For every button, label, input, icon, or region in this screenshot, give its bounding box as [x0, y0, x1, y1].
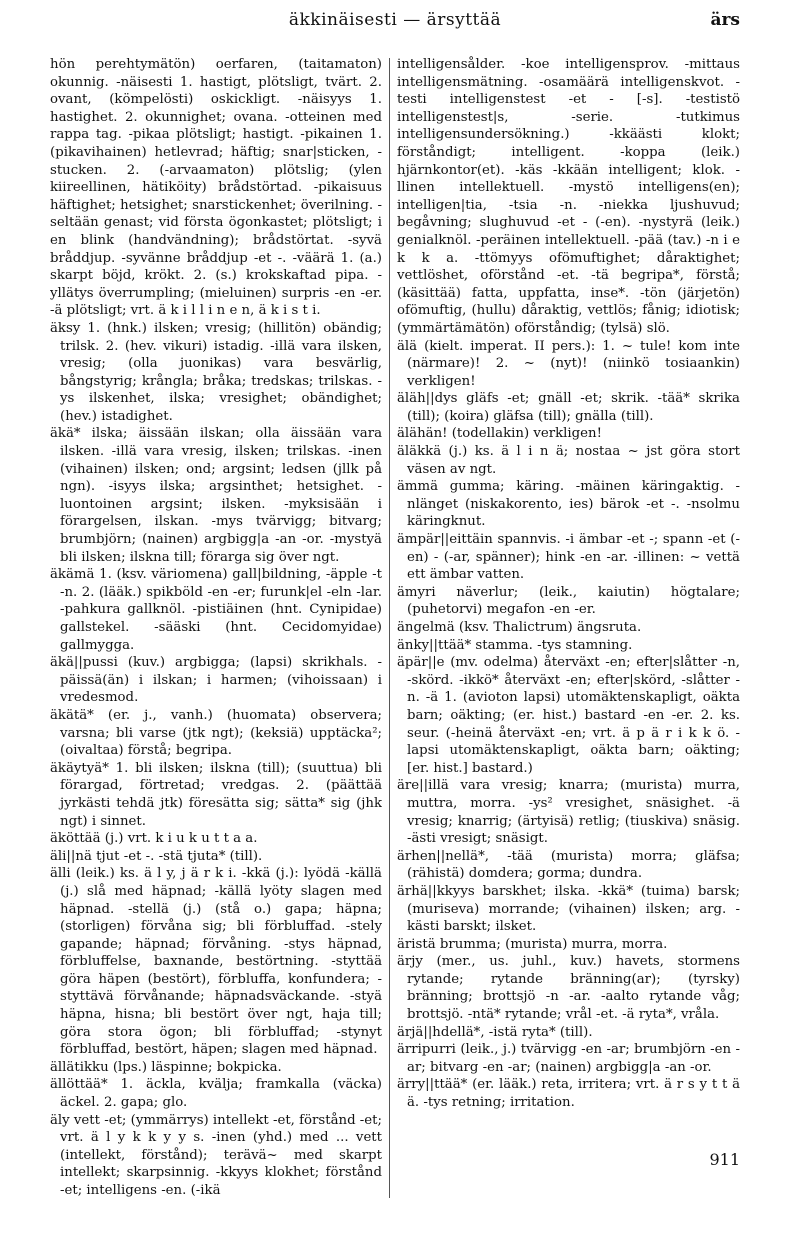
entry: ärripurri (leik., j.) tvärvigg -en -ar; brumbjörn -en -ar; bitvarg -en -ar; (nainen) argbigg|a -an -or. [397, 1042, 740, 1075]
entry: ämpär||eittäin spannvis. -i ämbar -et -; spann -et (-en) - (-ar, spänner); hink -en -ar. -illinen: ~ vettä ett ämbar vatten. [397, 532, 740, 583]
entry: äre||illä vara vresig; knarra; (murista) murra, muttra, morra. -ys² vresighet, snäsighet. -ä vresig; knarrig; (ärtyisä) retlig; (tiuskiva) snäsig. -ästi vresigt; snäsigt. [397, 778, 740, 847]
entry: äläh||dys gläfs -et; gnäll -et; skrik. -tää* skrika (till); (koira) gläfsa (till); gnälla (till). [397, 391, 740, 424]
entry: älähän! (todellakin) verkligen! [397, 426, 602, 442]
entry: äkä||pussi (kuv.) argbigga; (lapsi) skrikhals. -päissä(än) i ilskan; i harmen; (vihoissaan) i vredesmod. [50, 655, 382, 706]
entry: äli||nä tjut -et -. -stä tjuta* (till). [50, 848, 263, 864]
entry: änky||ttää* stamma. -tys stamning. [397, 637, 633, 653]
running-head: äkkinäisesti — ärsyttää [288, 10, 502, 30]
entry: ällätikku (lps.) läspinne; bokpicka. [50, 1059, 282, 1075]
entry: ärhä||kkyys barskhet; ilska. -kkä* (tuima) barsk; (muriseva) morrande; (vihainen) ilsken; arg. -kästi barskt; ilsket. [397, 883, 740, 935]
left-column [50, 56, 382, 1206]
entry: äristä brumma; (murista) murra, morra. [397, 936, 668, 952]
entry: ärry||ttää* (er. lääk.) reta, irritera; vrt. ä r s y t t ä ä. -tys retning; irritation. [397, 1077, 740, 1111]
guide-word: ärs [710, 10, 740, 30]
entry: ämyri näverlur; (leik., kaiutin) högtalare; (puhetorvi) megafon -en -er. [397, 584, 740, 618]
entry: äpär||e (mv. odelma) återväxt -en; efter|slåtter -n, -skörd. -ikkö* återväxt -en; efter|skörd, -slåtter -n. -ä 1. (avioton lapsi) utomäktenskapligt, oäkta barn; oäkting; (er. hist.) bastard -en -er. 2. ks. seur. (-heinä återväxt -en; vrt. ä p ä r i k k ö. -lapsi utomäktenskapligt, oäkta barn; oäkting; [er. hist.] bastard.) [397, 655, 740, 776]
entry: ämmä gumma; käring. -mäinen käringaktig. -nlänget (niskakorento, ies) bärok -et -. -nsolmu käringknut. [397, 479, 740, 530]
entry: äkätä* (er. j., vanh.) (huomata) observera; varsna; bli varse (jtk ngt); (keksiä) upptäcka²; (oivaltaa) förstå; begripa. [50, 707, 382, 759]
entry: hön perehtymätön) oerfaren, (taitamaton) okunnig. -näisesti 1. hastigt, plötsligt, tvärt. 2. ovant, (kömpelösti) oskickligt. -näisyys 1. hastighet. 2. okunnighet; ovana. -otteinen med rappa tag. -pikaa plötsligt; hastigt. -pikainen 1. (pikavihainen) hetlevrad; häftig; snar|sticken, -stucken. 2. (-arvaamaton) plötslig; (ylen kiireellinen, hätiköity) brådstörtad. -pikaisuus häftighet; hetsighet; snarstickenhet; överilning. -seltään genast; vid första ögonkastet; plötsligt; i en blink (handvändning); brådstörtat. -syvä bråddjup. -syvänne bråddjup -et -. -väärä 1. (a.) skarpt böjd, krökt. 2. (s.) krokskaftad pipa. -yllätys överrumpling; (mieluinen) surpris -en -er. -ä plötsligt; vrt. ä k i l l i n e n, ä k i s t i. [50, 57, 382, 319]
entry: äkä* ilska; äissään ilskan; olla äissään vara ilsken. -illä vara vresig, ilsken; trilskas. -inen (vihainen) ilsken; ond; argsint; ledsen (jllk på ngn). -isyys ilska; argsinthet; hetsighet. -luontoinen argsint; ilsken. -myksisään i förargelsen, ilskan. -mys tvärvigg; bitvarg; brumbjörn; (nainen) argbigg|a -an -or. -mystyä bli ilsken; ilskna till; förarga sig över ngt. [50, 426, 382, 565]
right-column [397, 56, 740, 1206]
page-number: 911 [709, 1150, 740, 1169]
entry: äly vett -et; (ymmärrys) intellekt -et, förstånd -et; vrt. ä l y k k y y s. -inen (yhd.) med ... vett (intellekt, förstånd); terävä~ med skarpt intellekt; skarpsinnig. -kkyys klokhet; förstånd -et; intelligens -en. (-ikä [50, 1112, 382, 1198]
entry: ärhen||nellä*, -tää (murista) morra; gläfsa; (rähistä) domdera; gorma; dundra. [397, 848, 740, 882]
entry: äksy 1. (hnk.) ilsken; vresig; (hillitön) obändig; trilsk. 2. (hev. vikuri) istadig. -illä vara ilsken, vresig; (olla juonikas) vara besvärlig, bångstyrig; krångla; bråka; tredskas; trilskas. -ys ilskenhet, ilska; vresighet; obändighet; (hev.) istadighet. [50, 320, 382, 424]
entry: intelligensålder. -koe intelligensprov. -mittaus intelligensmätning. -osamäärä intelligenskvot. -testi intelligenstest -et - [-s]. -testistö intelligenstest|s, -serie. -tutkimus intelligensundersökning.) -kkäästi klokt; förståndigt; intelligent. -koppa (leik.) hjärnkontor(et). -käs -kkään intelligent; klok. -llinen intellektuell. -mystö intelligens(en); intelligen|tia, -tsia -n. -niekka ljushuvud; begåvning; slughuvud -et - (-en). -nystyrä (leik.) genialknöl. -peräinen intellektuell. -pää (tav.) -n i e k k a. -ttömyys ofömuftighet; dåraktighet; vettlöshet, oförstånd -et. -tä begripa*, förstå; (käsittää) fatta, uppfatta, inse*. -tön (järjetön) ofömuftig, (hullu) dåraktig, vettlös; fånig; idiotisk; (ymmärtämätön) oförståndig; (tylsä) slö. [397, 57, 740, 336]
page-header [50, 6, 740, 40]
entry: ärjy (mer., us. juhl., kuv.) havets, stormens rytande; rytande bränning(ar); (tyrsky) bränning; brottsjö -n -ar. -aalto rytande våg; brottsjö. -ntä* rytande; vrål -et. -ä ryta*, vråla. [397, 954, 740, 1023]
column-divider [389, 58, 390, 1198]
entry: äläkkä (j.) ks. ä l i n ä; nostaa ~ jst göra stort väsen av ngt. [397, 444, 740, 477]
entry: ällöttää* 1. äckla, kvälja; framkalla (väcka) äckel. 2. gapa; glo. [50, 1077, 382, 1111]
entry: ärjä||hdellä*, -istä ryta* (till). [397, 1024, 593, 1040]
entry: äkäytyä* 1. bli ilsken; ilskna (till); (suuttua) bli förargad, förtretad; vredgas. 2. (päättää jyrkästi tehdä jtk) föresätta sig; sätta* sig (jhk ngt) i sinnet. [50, 760, 382, 829]
entry: äköttää (j.) vrt. k i u k u t t a a. [50, 831, 258, 847]
entry: ängelmä (ksv. Thalictrum) ängsruta. [397, 620, 642, 635]
entry: älli (leik.) ks. ä l y, j ä r k i. -kkä (j.): lyödä -källä (j.) slå med häpnad; -källä lyöty slagen med häpnad. -stellä (j.) (stå o.) gapa; häpna; (storligen) förvåna sig; bli förbluffad. -stely gapande; häpnad; förvåning. -stys häpnad, förbluffelse, baxnande, bestörtning. -styttää göra häpen (bestört), förbluffa, konfundera; -styttävä förvånande; häpnadsväckande. -styä häpna, hisna; bli bestört över ngt, haja till; göra stora ögon; bli förbluffad; -stynyt förbluffad, bestört, häpen; slagen med häpnad. [50, 866, 382, 1058]
entry: älä (kielt. imperat. II pers.): 1. ~ tule! kom inte (närmare)! 2. ~ (nyt)! (niinkö tosiaankin) verkligen! [397, 338, 740, 389]
entry: äkämä 1. (ksv. väriomena) gall|bildning, -äpple -t -n. 2. (lääk.) spikböld -en -er; furunk|el -eln -lar. -pahkura gallknöl. -pistiäinen (hnt. Cynipidae) gallstekel. -sääski (hnt. Cecidomyidae) gallmygga. [50, 567, 382, 653]
